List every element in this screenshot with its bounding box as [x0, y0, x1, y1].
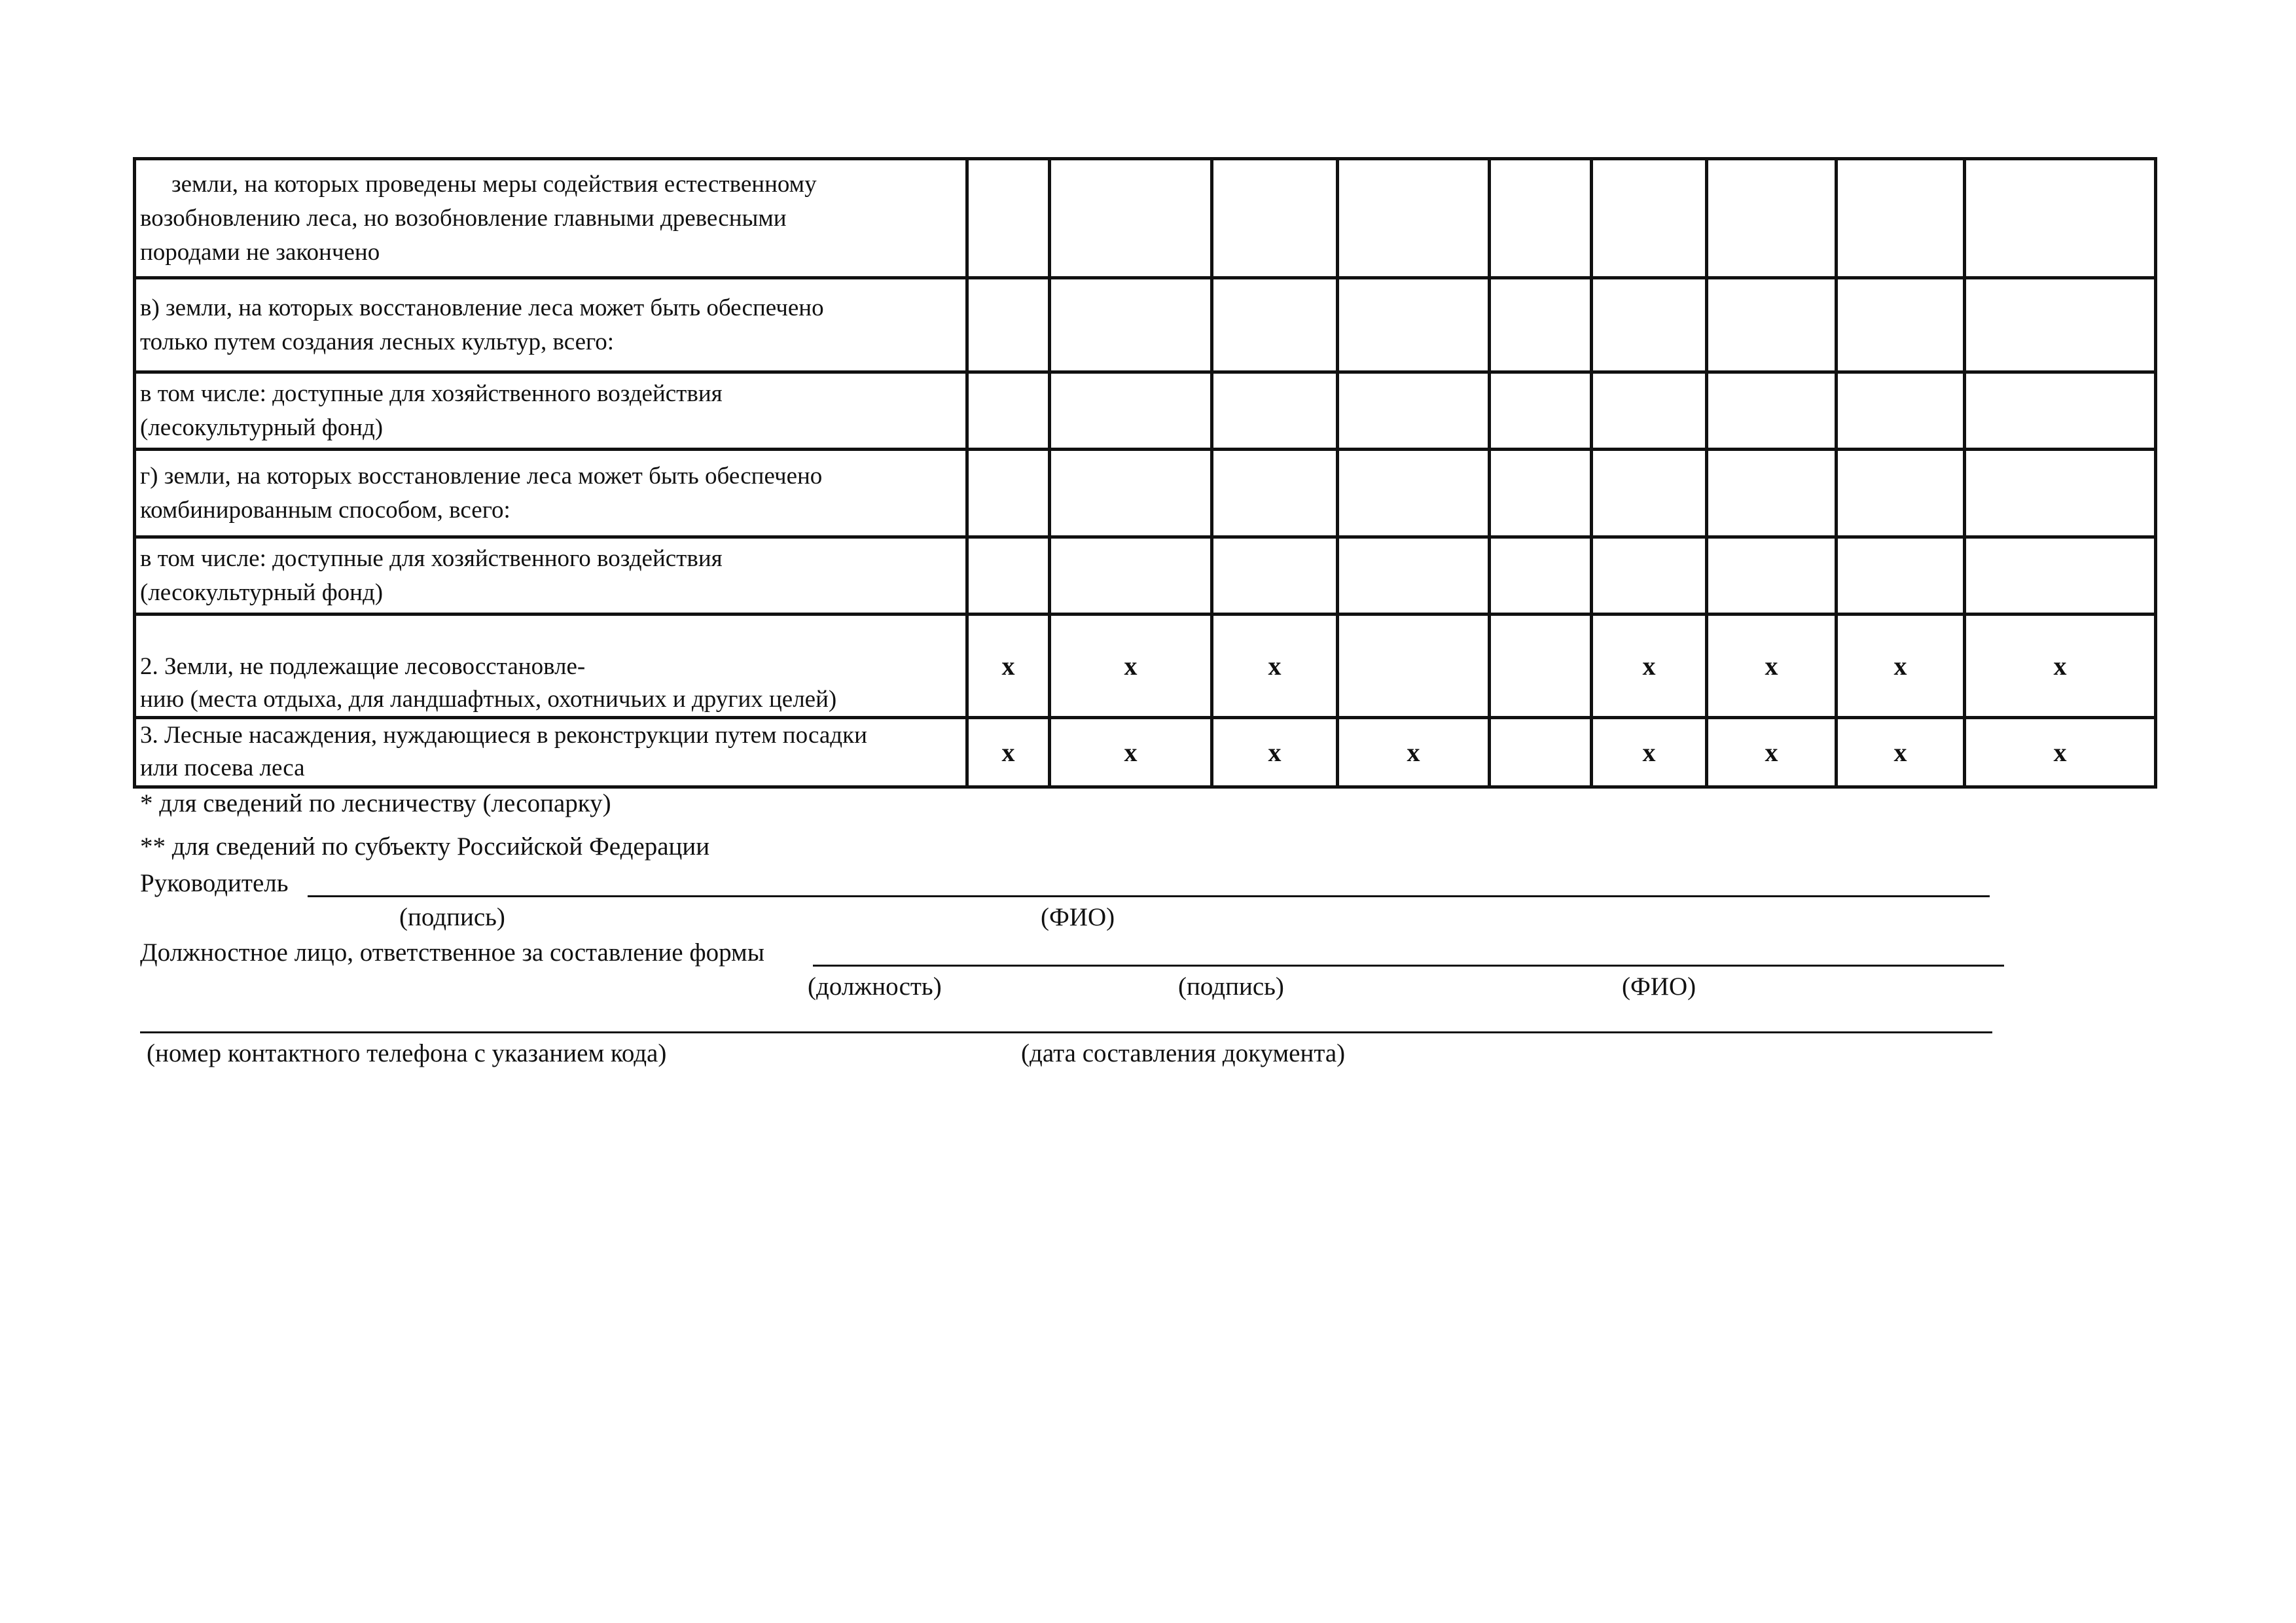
head-name-caption: (ФИО) [1041, 903, 1115, 931]
row-label-line: земли, на которых проведены меры содействия естественному [171, 170, 817, 198]
row-label-line: 2. Земли, не подлежащие лесовосстановле- [140, 653, 586, 680]
row-label-cell [135, 278, 967, 372]
land-category-table [133, 157, 2157, 789]
row-label-cell [135, 615, 967, 718]
data-cell [1490, 159, 1592, 278]
data-cell [1212, 372, 1338, 450]
data-cell [1212, 537, 1338, 615]
data-cell [967, 537, 1050, 615]
table-row [135, 615, 2156, 718]
table-row [135, 450, 2156, 537]
data-cell [1592, 372, 1707, 450]
data-cell [1050, 450, 1212, 537]
data-cell: x [1965, 718, 2156, 787]
data-cell [1338, 278, 1490, 372]
data-cell [1050, 278, 1212, 372]
data-cell: x [1837, 718, 1965, 787]
table-row [135, 718, 2156, 787]
data-cell: x [967, 718, 1050, 787]
data-cell [967, 159, 1050, 278]
row-label-cell [135, 718, 967, 787]
official-signature-line [813, 965, 2004, 967]
data-cell: x [1338, 718, 1490, 787]
data-cell [1338, 372, 1490, 450]
data-cell [1338, 615, 1490, 718]
data-cell [1212, 278, 1338, 372]
table-row [135, 159, 2156, 278]
data-cell [1965, 278, 2156, 372]
row-label-line: г) земли, на которых восстановление леса может быть обеспечено [140, 462, 823, 490]
data-cell [1050, 372, 1212, 450]
data-cell: x [1707, 615, 1837, 718]
data-cell [1837, 278, 1965, 372]
data-cell [1490, 450, 1592, 537]
data-cell: x [1212, 615, 1338, 718]
row-label-line: или посева леса [140, 755, 305, 781]
data-cell [1490, 372, 1592, 450]
row-label-line: возобновлению леса, но возобновление главными древесными [140, 204, 787, 232]
data-cell [1592, 159, 1707, 278]
data-cell: x [967, 615, 1050, 718]
row-label-line: нию (места отдыха, для ландшафтных, охотничьих и других целей) [140, 686, 837, 713]
data-cell [1707, 537, 1837, 615]
row-label-line: (лесокультурный фонд) [140, 414, 384, 441]
row-label-line: в том числе: доступные для хозяйственного воздействия [140, 380, 723, 407]
data-cell: x [1965, 615, 2156, 718]
official-name-caption: (ФИО) [1622, 972, 1696, 1001]
table-row [135, 278, 2156, 372]
data-cell [1490, 537, 1592, 615]
row-label-line: (лесокультурный фонд) [140, 579, 384, 606]
data-cell [1837, 450, 1965, 537]
official-label: Должностное лицо, ответственное за составление формы [140, 938, 764, 967]
data-cell [967, 278, 1050, 372]
phone-caption: (номер контактного телефона с указанием кода) [147, 1039, 667, 1067]
data-cell [1707, 450, 1837, 537]
row-label-line: в том числе: доступные для хозяйственного воздействия [140, 544, 723, 572]
data-cell [1212, 159, 1338, 278]
table-row [135, 537, 2156, 615]
data-cell [1837, 537, 1965, 615]
row-label-cell [135, 159, 967, 278]
data-cell: x [1050, 615, 1212, 718]
data-cell: x [1707, 718, 1837, 787]
data-cell [967, 450, 1050, 537]
data-cell [1338, 450, 1490, 537]
data-cell [1592, 278, 1707, 372]
data-cell [1592, 537, 1707, 615]
head-label: Руководитель [140, 869, 289, 897]
row-label-line: породами не закончено [140, 238, 380, 266]
data-cell [1490, 278, 1592, 372]
data-cell [1707, 159, 1837, 278]
data-cell: x [1837, 615, 1965, 718]
data-cell [1490, 615, 1592, 718]
head-signature-caption: (подпись) [399, 903, 505, 931]
row-label-cell [135, 537, 967, 615]
table-body [135, 159, 2156, 787]
data-cell [1965, 159, 2156, 278]
official-signature-caption: (подпись) [1178, 972, 1284, 1001]
row-label-cell [135, 450, 967, 537]
data-cell: x [1592, 615, 1707, 718]
head-signature-line [308, 895, 1990, 897]
data-cell: x [1592, 718, 1707, 787]
data-cell [1338, 537, 1490, 615]
row-label-cell [135, 372, 967, 450]
data-cell [1338, 159, 1490, 278]
data-cell: x [1050, 718, 1212, 787]
data-cell [967, 372, 1050, 450]
data-cell [1707, 278, 1837, 372]
data-cell [1490, 718, 1592, 787]
official-position-caption: (должность) [808, 972, 942, 1001]
footnote-federal-subject: ** для сведений по субъекту Российской Федерации [140, 832, 710, 861]
row-label-line: 3. Лесные насаждения, нуждающиеся в реконструкции путем посадки [140, 722, 867, 749]
data-cell [1965, 537, 2156, 615]
row-label-line: комбинированным способом, всего: [140, 496, 511, 524]
data-cell [1965, 450, 2156, 537]
row-label-line: только путем создания лесных культур, всего: [140, 328, 615, 355]
data-cell [1837, 372, 1965, 450]
row-label-line: в) земли, на которых восстановление леса может быть обеспечено [140, 294, 824, 321]
table-row [135, 372, 2156, 450]
data-cell [1050, 537, 1212, 615]
data-cell [1837, 159, 1965, 278]
data-cell [1592, 450, 1707, 537]
data-cell [1707, 372, 1837, 450]
data-cell [1050, 159, 1212, 278]
footnote-forestry: * для сведений по лесничеству (лесопарку) [140, 789, 611, 817]
phone-date-line [140, 1031, 1992, 1033]
data-cell [1212, 450, 1338, 537]
data-cell [1965, 372, 2156, 450]
date-caption: (дата составления документа) [1021, 1039, 1346, 1067]
data-cell: x [1212, 718, 1338, 787]
